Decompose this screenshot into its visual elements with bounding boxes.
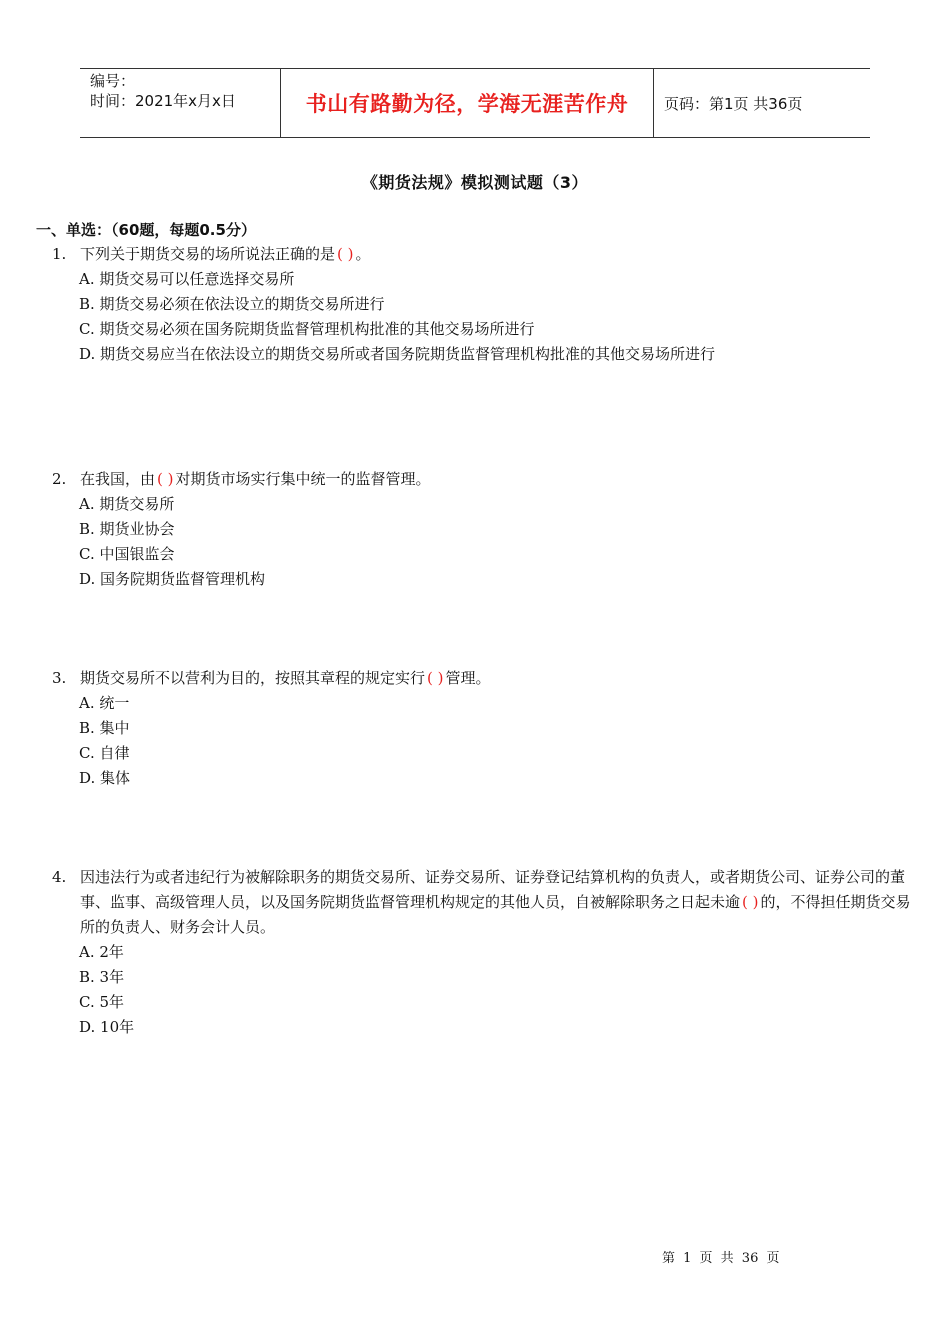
option-a: A. 2年 — [79, 943, 124, 961]
question-text — [80, 865, 912, 940]
option-d: D. 期货交易应当在依法设立的期货交易所或者国务院期货监督管理机构批准的其他交易场所进行 — [79, 345, 716, 363]
question-text — [80, 467, 912, 492]
question-text-after: 。 — [355, 245, 371, 263]
question-text-after: 的，不得担任期货交易所的负责人、财务会计人员。 — [80, 893, 911, 936]
answer-blank: ( ) — [427, 669, 444, 687]
question-1 — [52, 242, 912, 367]
option-a: A. 期货交易可以任意选择交易所 — [79, 270, 295, 288]
motto-cell — [281, 69, 654, 137]
question-number: 3. — [52, 669, 67, 687]
question-number: 4. — [52, 868, 67, 886]
document-header — [80, 68, 870, 138]
question-number: 2. — [52, 470, 67, 488]
option-c: C. 5年 — [79, 993, 125, 1011]
question-stem — [52, 666, 912, 691]
question-stem — [52, 242, 912, 267]
question-text-after: 管理。 — [445, 669, 491, 687]
answer-blank: ( ) — [337, 245, 354, 263]
option-a: A. 统一 — [79, 694, 130, 712]
page-info-cell — [654, 69, 870, 137]
time-label: 时间：2021年x月x日 — [90, 92, 236, 110]
question-2 — [52, 467, 912, 592]
option-d: D. 10年 — [79, 1018, 135, 1036]
question-text-before: 下列关于期货交易的场所说法正确的是 — [80, 245, 336, 263]
option-b: B. 3年 — [79, 968, 125, 986]
question-text-before: 期货交易所不以营利为目的，按照其章程的规定实行 — [80, 669, 426, 687]
answer-blank: ( ) — [157, 470, 174, 488]
question-text-after: 对期货市场实行集中统一的监督管理。 — [175, 470, 431, 488]
option-b: B. 期货业协会 — [79, 520, 175, 538]
document-title: 《期货法规》模拟测试题（3） — [361, 173, 589, 192]
option-d: D. 国务院期货监督管理机构 — [79, 570, 266, 588]
option-b: B. 集中 — [79, 719, 130, 737]
question-stem — [52, 467, 912, 492]
option-b: B. 期货交易必须在依法设立的期货交易所进行 — [79, 295, 385, 313]
motto-text: 书山有路勤为径，学海无涯苦作舟 — [305, 92, 629, 116]
number-label: 编号： — [90, 72, 136, 90]
header-meta-cell — [80, 69, 281, 137]
option-a: A. 期货交易所 — [79, 495, 175, 513]
question-text-before: 因违法行为或者违纪行为被解除职务的期货交易所、证券交易所、证券登记结算机构的负责人，或者期货公司、证券公司的董事、监事、高级管理人员，以及国务院期货监督管理机构规定的其他人员，自被解除职务之日起未逾 — [80, 868, 906, 911]
option-c: C. 自律 — [79, 744, 130, 762]
question-stem — [52, 865, 912, 940]
option-c: C. 期货交易必须在国务院期货监督管理机构批准的其他交易场所进行 — [79, 320, 535, 338]
question-number: 1. — [52, 245, 67, 263]
option-c: C. 中国银监会 — [79, 545, 175, 563]
question-text — [80, 666, 912, 691]
page-info-text: 页码：第1页 共36页 — [664, 94, 803, 113]
option-d: D. 集体 — [79, 769, 131, 787]
question-4 — [52, 865, 912, 1040]
question-3 — [52, 666, 912, 791]
page-footer: 第 1 页 共 36 页 — [662, 1251, 780, 1266]
question-text-before: 在我国，由 — [80, 470, 156, 488]
answer-blank: ( ) — [742, 893, 759, 911]
question-text — [80, 242, 912, 267]
section-heading: 一、单选：（60题，每题0.5分） — [36, 221, 256, 239]
